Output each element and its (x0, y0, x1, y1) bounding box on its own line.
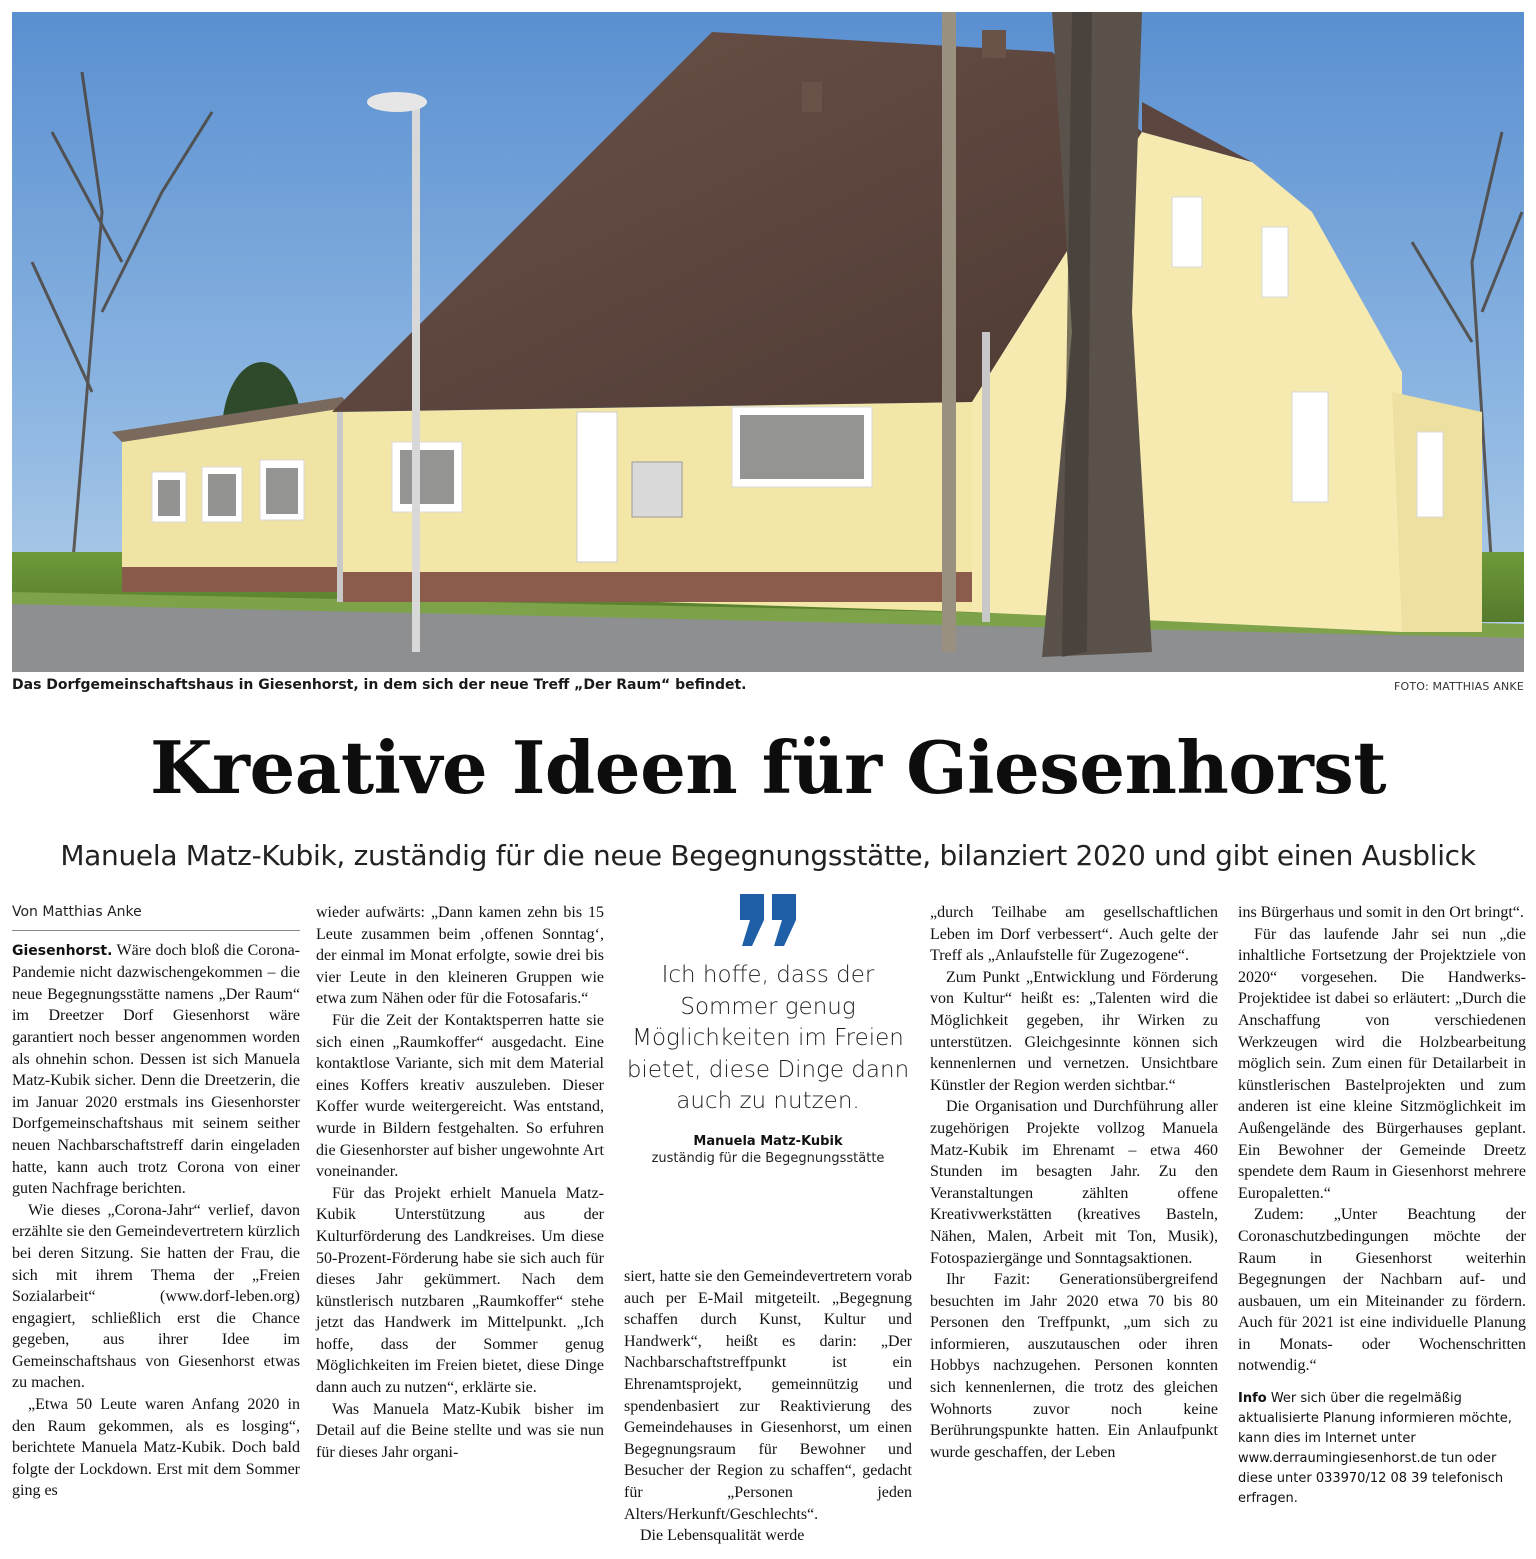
paragraph: ins Bürgerhaus und somit in den Ort bringt“. (1238, 904, 1524, 921)
photo-credit: FOTO: MATTHIAS ANKE (1393, 680, 1524, 693)
paragraph: Für die Zeit der Kontaktsperren hatte sie sich einen „Raumkoffer“ ausgedacht. Eine kontaktlose Variante, sich mit dem Material eines Koffers kreativ auszuleben. Dieser Koffer wurde weitergereicht. Was entstand, wurde in Bildern festgehalten. So erfuhren die Giesenhorster auf bisher ungewohnte Art voneinander. (316, 1011, 604, 1181)
paragraph: Die Lebensqualität werde (640, 1527, 805, 1545)
quote-author-role: zuständig für die Begegnungsstätte (651, 1150, 885, 1166)
paragraph: siert, hatte sie den Gemeindevertretern vorab auch per E-Mail mitgeteilt. „Begegnung schaffen durch Kunst, Kultur und Handwerk“, heißt es darin: „Der Nachbarschaftstreffpunkt ist ein Ehrenamtsprojekt, gemeinnützig und spendenbasiert zur Reaktivierung des Gemeindehauses in Giesenhorst, um einen Begegnungsraum für Bewohner und Besucher der Region zu schaffen“, gedacht für „Personen jeden Alters/Herkunft/Geschlechts“. (624, 1268, 912, 1523)
paragraph: Für das Projekt erhielt Manuela Matz-Kubik Unterstützung aus der Kulturförderung des Landkreises. Um diese 50-Prozent-Förderung habe sie sich auch für dieses Jahr gekümmert. Nach dem künstlerisch nutzbaren „Raumkoffer“ stehe jetzt das Handwerk im Mittelpunkt. „Ich hoffe, dass der Sommer genug Möglichkeiten im Freien bietet, diese Dinge dann auch zu nutzen“, erklärte sie. (316, 1184, 604, 1397)
paragraph-text: Wäre doch bloß die Corona-Pandemie nicht dazwischengekommen – die neue Begegnungsstätte namens „Der Raum“ im Dreetzer Dorf Giesenhorst wäre garantiert noch besser angenommen worden als ohnehin schon. Dessen ist sich Manuela Matz-Kubik sicher. Denn die Dreetzerin, die im Januar 2020 erstmals ins Giesenhorster Dorfgemeinschaftshaus mit seinem seither neuen Nachbarschaftstreff darin eingeladen hatte, kann auch trotz Corona von einer guten Nachfrage berichten. (12, 941, 301, 1198)
pull-quote (624, 888, 912, 1258)
dateline: Giesenhorst. (12, 942, 113, 959)
info-text: Wer sich über die regelmäßig aktualisierte Planung informieren möchte, kann dies im Internet unter www.derraumingiesenhorst.de tun oder diese unter 033970/12 08 39 telefonisch erfragen. (1238, 1391, 1512, 1507)
paragraph: Für das laufende Jahr sei nun „die inhaltliche Fortsetzung der Projektziele von 2020“ vorgesehen. Die Handwerks-Projektidee ist dabei so erläutert: „Durch die Anschaffung von verschiedenen Werkzeugen wird die Holzbearbeitung möglich sein. Zum einen für Detailarbeit in künstlerischen Bastelprojekten und zum anderen ist eine kleine Sitzmöglichkeit im Außengelände des Bürgerhauses geplant. Ein Bewohner der Gemeinde Dreetz spendete dem Raum in Giesenhorst mehrere Europaletten.“ (1238, 925, 1526, 1202)
article-column-1 (12, 902, 300, 1502)
photo-caption-row (12, 677, 1524, 701)
article-column-3 (624, 1266, 912, 1547)
paragraph: „Etwa 50 Leute waren Anfang 2020 in den Raum gekommen, als es losging“, berichtete Manuela Matz-Kubik. Doch bald folgte der Lockdown. Erst mit dem Sommer ging es (12, 1396, 300, 1500)
headline: Kreative Ideen für Giesenhorst (149, 725, 1387, 810)
info-label: Info (1238, 1391, 1267, 1407)
quote-mark-icon (736, 892, 800, 948)
photo-caption: Das Dorfgemeinschaftshaus in Giesenhorst, in dem sich der neue Treff „Der Raum“ befindet. (12, 677, 747, 693)
paragraph: Zum Punkt „Entwicklung und Förderung von Kultur“ heißt es: „Talenten wird die Möglichkeit gegeben, ihr Wirken zu unterstützen. Gleichgesinnte können sich kennenlernen und vernetzen. Unsichtbare Künstler der Region werden sichtbar.“ (930, 968, 1218, 1094)
article-photo (12, 12, 1524, 672)
article-column-5 (1238, 902, 1526, 1509)
article-column-4 (930, 902, 1218, 1463)
paragraph: Die Organisation und Durchführung aller zugehörigen Projekte vollzog Manuela Matz-Kubik im Ehrenamt – etwa 460 Stunden im besagten Jahr. Zu den Veranstaltungen zählten offene Kreativwerkstätten (kreatives Basteln, Nähen, Malen, Arbeit mit Ton, Musik), Fotospaziergänge und Sonntagsaktionen. (930, 1098, 1218, 1267)
subheadline: Manuela Matz-Kubik, zuständig für die neue Begegnungsstätte, bilanziert 2020 und gibt einen Ausblick (60, 839, 1476, 872)
info-box (1238, 1389, 1526, 1509)
quote-author: Manuela Matz-Kubik (693, 1133, 843, 1149)
paragraph: Zudem: „Unter Beachtung der Coronaschutzbedingungen möchte der Raum in Giesenhorst weiterhin Begegnungen der Nachbarn auf- und ausbauen, um ein Miteinander zu fördern. Auch für 2021 ist eine individuelle Planung in Monats- oder Wochenschritten notwendig.“ (1238, 1206, 1526, 1375)
byline: Von Matthias Anke (12, 902, 300, 931)
photo-illustration (12, 12, 1524, 672)
paragraph: Was Manuela Matz-Kubik bisher im Detail auf die Beine stellte und was sie nun für dieses Jahr organi- (316, 1400, 604, 1461)
paragraph: Wie dieses „Corona-Jahr“ verlief, davon erzählte sie den Gemeindevertretern kürzlich bei deren Sitzung. Sie hatten der Frau, die sich mit ihrem Thema der „Freien Sozialarbeit“ (www.dorf-leben.org) engagiert, schließlich erst die Chance gegeben, aus ihrer Idee im Gemeinschaftshaus von Giesenhorst etwas zu machen. (12, 1201, 300, 1392)
quote-text: Ich hoffe, dass der Sommer genug Möglichkeiten im Freien bietet, diese Dinge dann auch zu nutzen. (626, 962, 910, 1114)
article-column-2 (316, 902, 604, 1463)
paragraph: wieder aufwärts: „Dann kamen zehn bis 15 Leute zusammen beim ‚offenen Sonntag‘, der einmal im Monat erfolgte, sowie drei bis vier Leute in den kleineren Gruppen wie etwa zum Nähen oder für die Fotosafaris.“ (316, 904, 604, 1008)
paragraph: „durch Teilhabe am gesellschaftlichen Leben im Dorf verbessert“. Auch gelte der Treff als „Anlaufstelle für Zugezogene“. (930, 904, 1218, 965)
paragraph: Ihr Fazit: Generationsübergreifend besuchten im Jahr 2020 etwa 70 bis 80 Personen den Treffpunkt, „um sich zu informieren, auszutauschen oder ihren Hobbys nachzugehen. Personen konnten sich kennenlernen, die trotz des gleichen Wohnorts zuvor noch keine Berührungspunkte hatten. Ein Anlaufpunkt wurde geschaffen, der Leben (930, 1271, 1218, 1461)
paragraph (12, 940, 300, 1200)
